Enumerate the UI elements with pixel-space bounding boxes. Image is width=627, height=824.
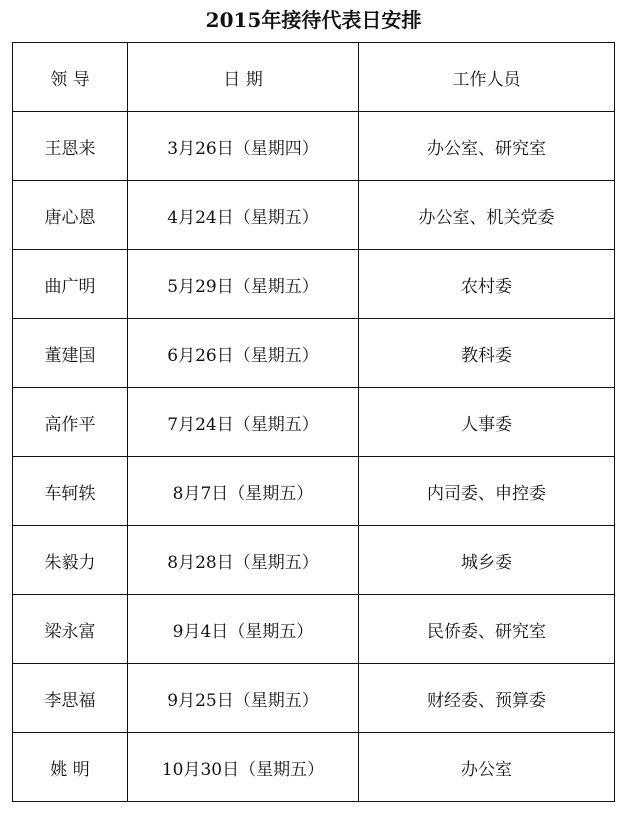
table-row [13,664,615,733]
header-leader: 领 导 [13,43,128,112]
staff-cell: 财经委、预算委 [359,664,615,733]
table-row [13,112,615,181]
leader-cell: 高作平 [13,388,128,457]
header-staff: 工作人员 [359,43,615,112]
date-cell: 5月29日（星期五） [128,250,359,319]
staff-cell: 农村委 [359,250,615,319]
date-cell: 8月7日（星期五） [128,457,359,526]
staff-cell: 城乡委 [359,526,615,595]
leader-cell: 王恩来 [13,112,128,181]
leader-cell: 车轲轶 [13,457,128,526]
staff-cell: 办公室、研究室 [359,112,615,181]
staff-cell: 教科委 [359,319,615,388]
date-cell: 6月26日（星期五） [128,319,359,388]
staff-cell: 内司委、申控委 [359,457,615,526]
table-header-row [13,43,615,112]
date-cell: 9月4日（星期五） [128,595,359,664]
table-row [13,319,615,388]
leader-cell: 董建国 [13,319,128,388]
page-title: 2015年接待代表日安排 [205,8,422,32]
date-cell: 7月24日（星期五） [128,388,359,457]
leader-cell: 曲广明 [13,250,128,319]
table-row [13,181,615,250]
leader-cell: 姚 明 [13,733,128,802]
table-row [13,526,615,595]
staff-cell: 人事委 [359,388,615,457]
table-row [13,250,615,319]
date-cell: 8月28日（星期五） [128,526,359,595]
staff-cell: 民侨委、研究室 [359,595,615,664]
header-date: 日 期 [128,43,359,112]
date-cell: 4月24日（星期五） [128,181,359,250]
leader-cell: 唐心恩 [13,181,128,250]
table-row [13,388,615,457]
leader-cell: 朱毅力 [13,526,128,595]
staff-cell: 办公室 [359,733,615,802]
table-row [13,457,615,526]
date-cell: 3月26日（星期四） [128,112,359,181]
date-cell: 9月25日（星期五） [128,664,359,733]
table-row [13,595,615,664]
schedule-table [12,42,615,802]
date-cell: 10月30日（星期五） [128,733,359,802]
leader-cell: 李思福 [13,664,128,733]
staff-cell: 办公室、机关党委 [359,181,615,250]
table-body [13,112,615,802]
table-row [13,733,615,802]
leader-cell: 梁永富 [13,595,128,664]
